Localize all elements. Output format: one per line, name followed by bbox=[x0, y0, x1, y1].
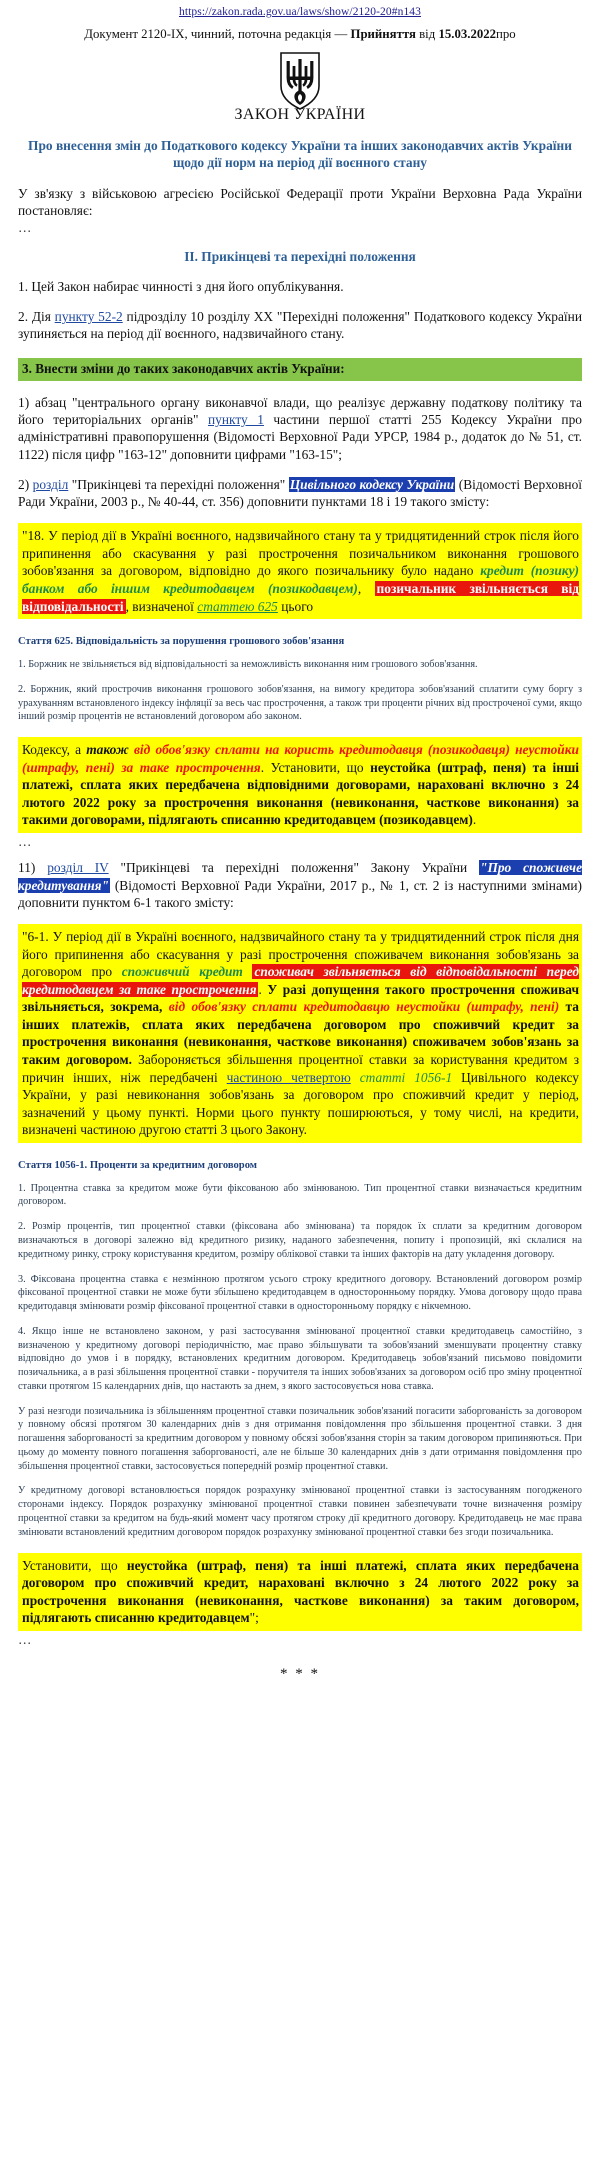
document-status-suffix: про bbox=[496, 27, 516, 41]
block-final-text-1: Установити, що bbox=[22, 1557, 127, 1573]
amendment-2-mid: "Прикінцеві та перехідні положення" bbox=[68, 476, 289, 492]
source-url-link[interactable]: https://zakon.rada.gov.ua/laws/show/2120-20#n143 bbox=[178, 6, 421, 18]
block-18c-red-italic: від обов'язку сплати на користь кредитодавця (позикодавця) неустойки (штрафу, пені) за таке прострочення bbox=[22, 742, 579, 775]
selected-text-civil-code[interactable]: Цивільного кодексу України bbox=[289, 476, 455, 492]
intro-paragraph: У зв'язку з військовою агресією Російської Федерації проти України Верховна Рада України постановляє: bbox=[18, 185, 582, 219]
block-61-text-3: . bbox=[258, 981, 268, 997]
selected-text-consumer-credit-law[interactable]: "Про споживче кредитування" bbox=[18, 860, 583, 893]
law-kind-heading: ЗАКОН УКРАЇНИ bbox=[234, 106, 366, 123]
block-18c-ellipsis: … bbox=[18, 833, 33, 849]
intro-ellipsis: … bbox=[18, 220, 33, 236]
amendment-1-part-a: 1) абзац "центрального органу виконавчої влади, що реалізує державну податкову політику та його територіальних органів" bbox=[18, 394, 582, 427]
document-status-date: 15.03.2022 bbox=[438, 27, 497, 41]
amendment-item-2 bbox=[18, 476, 582, 511]
article-1056-1-paragraph-4: 4. Якщо інше не встановлено законом, у разі застосування змінюваної процентної ставки кредитодавець самостійно, з визначеною у кредитному договорі періодичністю, має право збільшувати та зобов'язаний зменшувати процентну ставку відповідно до умов і в порядку, встановлених кредитним договором. Кредитодавець зобов'язаний письмово повідомити позичальника, а в разі збільшення процентної ставки - поручителя та інших зобов'язаних за договором осіб про зміну процентної ставки протягом 15 календарних днів, що настають за днем, з якого застосовується нова ставка. bbox=[18, 1325, 582, 1392]
link-stattya-625[interactable]: статтею 625 bbox=[197, 598, 278, 614]
section-2-item-2 bbox=[18, 308, 582, 343]
block-final-ellipsis: … bbox=[18, 1631, 33, 1647]
article-625-paragraph-1: 1. Боржник не звільняється від відповідальності за неможливість виконання ним грошового зобов'язання. bbox=[18, 659, 478, 671]
document-body bbox=[0, 185, 600, 1707]
block-61-text-1: "6-1. У період дії в Україні воєнного, надзвичайного стану та у тридцятиденний строк після дня його припинення або скасування у разі прострочення споживачем виконання зобов'язань за договором про bbox=[22, 929, 579, 980]
block-61-text-5 bbox=[351, 1070, 360, 1085]
block-final-text-2: "; bbox=[249, 1610, 259, 1626]
article-1056-1-paragraph-1: 1. Процентна ставка за кредитом може бути фіксованою або змінюваною. Тип процентної ставки визначається кредитним договором. bbox=[18, 1182, 582, 1208]
block-61-red-italic: від обов'язку сплати кредитодавцю неустойки (штрафу, пені) bbox=[168, 999, 560, 1015]
amendment-2-post: (Відомості Верховної Ради України, 2003 р., № 40-44, ст. 356) доповнити пунктами 18 і 19 такого змісту: bbox=[18, 476, 582, 510]
quoted-block-18-continued bbox=[18, 737, 582, 833]
block-61-bold-1: У разі допущення такого прострочення споживач звільняється, зокрема, bbox=[22, 981, 580, 1015]
amendment-item-11 bbox=[18, 859, 582, 911]
quoted-block-6-1 bbox=[18, 924, 582, 1143]
document-status-event: Прийняття bbox=[350, 27, 416, 41]
article-1056-1-heading: Стаття 1056-1. Проценти за кредитним договором bbox=[18, 1159, 257, 1171]
block-18-text-2: , bbox=[357, 580, 375, 596]
emblem-container bbox=[0, 42, 600, 104]
article-625-heading: Стаття 625. Відповідальність за порушення грошового зобов'язання bbox=[18, 636, 345, 648]
block-18-text-1: "18. У період дії в Україні воєнного, надзвичайного стану та у тридцятиденний строк після його припинення або скасування у разі прострочення позичальником виконання грошового зобов'язання за договором, відповідно до якого позичальнику було надано bbox=[22, 528, 579, 579]
block-61-emphasis-consumer-credit: споживчий кредит bbox=[121, 964, 243, 980]
block-18c-text-2: . Установити, що bbox=[260, 759, 371, 775]
block-18c-bold-rest: неустойка (штраф, пеня) та інші платежі, сплата яких передбачена відповідними договорами, нараховані включно з 24 лютого 2022 року за прострочення виконання (невиконання, часткове виконання) за такими договорами, підлягають списанню кредитодавцем (позикодавцем) bbox=[22, 759, 579, 828]
amendment-11-prefix: 11) bbox=[18, 860, 48, 876]
block-18c-takozh: також bbox=[86, 742, 129, 758]
block-18-text-4: цього bbox=[277, 598, 314, 614]
amendment-2-prefix: 2) bbox=[18, 476, 33, 492]
article-1056-1-paragraph-3: 3. Фіксована процентна ставка є незмінною протягом усього строку кредитного договору. Встановлений договором розмір фіксованої процентної ставки не може бути збільшено кредитодавцем в односторонньому порядку. Умова договору щодо права кредитодавця змінювати розмір фіксованої процентної ставки в односторонньому порядку є нікчемною. bbox=[18, 1273, 582, 1313]
block-61-text-4: Забороняється збільшення процентної ставки за користування кредитом з причин інших, ніж передбачені bbox=[22, 1051, 579, 1085]
section-2-heading: II. Прикінцеві та перехідні положення bbox=[184, 248, 416, 264]
section-2-item-3-highlight: 3. Внести зміни до таких законодавчих актів України: bbox=[18, 358, 582, 381]
amendment-11-mid: "Прикінцеві та перехідні положення" Закону України bbox=[108, 860, 480, 876]
block-18-red-highlight-borrower: позичальник звільняється від відповідальності bbox=[22, 580, 579, 614]
block-18c-text-1: Кодексу, а bbox=[22, 742, 87, 758]
link-rozdil[interactable]: розділ bbox=[32, 476, 69, 492]
section-divider-stars: * * * bbox=[280, 1666, 320, 1683]
item-2-suffix: підрозділу 10 розділу XX "Перехідні положення" Податкового кодексу України зупиняється на період дії воєнного, надзвичайного стану. bbox=[18, 309, 582, 342]
amendment-1-part-b: частини першої статті 255 Кодексу України про адміністративні правопорушення (Відомості Верховної Ради УРСР, 1984 р., додаток до № 51, ст. 1122) після цифр "163-12" доповнити цифрами "163-15"; bbox=[18, 411, 582, 462]
block-61-red-highlight-consumer: споживач звільняється від відповідальності перед кредитодавцем за таке прострочення bbox=[22, 964, 579, 997]
document-status-mid: від bbox=[415, 27, 439, 41]
quoted-block-final bbox=[18, 1553, 582, 1631]
link-rozdil-iv[interactable]: розділ IV bbox=[47, 860, 109, 876]
document-status-line bbox=[0, 18, 600, 42]
amendment-11-post: (Відомості Верховної Ради України, 2017 р., № 1, ст. 2 із наступними змінами) доповнити пунктом 6-1 такого змісту: bbox=[18, 877, 582, 910]
reference-stattya-1056-1[interactable]: статті 1056-1 bbox=[359, 1069, 453, 1085]
article-1056-1-paragraph-6: У кредитному договорі встановлюється порядок розрахунку змінюваної процентної ставки із застосуванням погодженого сторонами індексу. Порядок розрахунку змінюваної процентної ставки повинен забезпечувати точне визначення розміру процентної ставки за кредитом на будь-який момент часу протягом строку дії кредитного договору. Кредитодавець не має права змінювати встановлений кредитним договором порядок розрахунку змінюваної процентної ставки без згоди позичальника. bbox=[18, 1485, 582, 1538]
link-chastynoyu-chetvertoyu[interactable]: частиною четвертою bbox=[226, 1069, 351, 1085]
article-625-paragraph-2: 2. Боржник, який прострочив виконання грошового зобов'язання, на вимогу кредитора зобов'язаний сплатити суму боргу з урахуванням встановленого індексу інфляції за весь час прострочення, а також три проценти річних від простроченої суми, якщо інший розмір процентів не встановлений договором або законом. bbox=[18, 683, 582, 723]
block-final-bold: неустойка (штраф, пеня) та інші платежі, сплата яких передбачена договором про споживчий кредит, нараховані включно з 24 лютого 2022 року за прострочення виконання (невиконання, часткове виконання) за таким договором, підлягають списанню кредитодавцем bbox=[22, 1557, 579, 1626]
quoted-block-18 bbox=[18, 523, 582, 619]
item-2-prefix: 2. Дія bbox=[18, 309, 55, 325]
amendment-item-1 bbox=[18, 394, 582, 463]
article-1056-1-paragraph-5: У разі незгоди позичальника із збільшенням процентної ставки позичальник зобов'язаний погасити заборгованість за договором у повному обсязі протягом 30 календарних днів з дня отримання повідомлення про збільшення процентної ставки. З дня погашення заборгованості за кредитним договором у повному обсязі зобов'язання сторін за таким договором припиняються. При цьому до моменту повного погашення заборгованості, але не більше 30 календарних днів з дати отримання повідомлення про збільшення процентної ставки, застосовується попередній розмір процентної ставки. bbox=[18, 1405, 582, 1472]
bottom-spacer bbox=[18, 1683, 582, 1707]
block-61-text-6: Цивільного кодексу України, у разі невиконання зобов'язань за договором про споживчий кредит у період, зазначений у цьому пункті. Норми цього пункту поширюються, у тому числі, на кредити, визначені частиною другою статті 3 цього Закону. bbox=[22, 1069, 579, 1138]
link-punkt-52-2[interactable]: пункту 52-2 bbox=[54, 309, 123, 325]
block-18-text-3: , визначеної bbox=[125, 598, 198, 614]
block-18c-text-3: . bbox=[472, 812, 477, 828]
link-punkt-1[interactable]: пункту 1 bbox=[208, 411, 264, 427]
block-61-bold-2: та інших платежів, сплата яких передбачена договором про споживчий кредит за прострочення виконання (невиконання, часткове виконання) споживачем зобов'язань за таким договором. bbox=[22, 999, 579, 1067]
section-2-item-1: 1. Цей Закон набирає чинності з дня його опублікування. bbox=[18, 278, 344, 294]
article-1056-1-paragraph-2: 2. Розмір процентів, тип процентної ставки (фіксована або змінювана) та порядок їх сплати за кредитним договором визначаються в договорі залежно від кредитного ризику, наданого забезпечення, попиту і пропозицій, які склалися на кредитному ринку, строку користування кредитом, розміру облікової ставки та інших факторів на дату укладення договору. bbox=[18, 1221, 582, 1260]
document-status-prefix: Документ 2120-IX, чинний, поточна редакція — bbox=[84, 27, 351, 41]
block-18-emphasis-credit: кредит (позику) банком або іншим кредитодавцем (позикодавцем) bbox=[22, 563, 579, 596]
page-title: Про внесення змін до Податкового кодексу України та інших законодавчих актів України щодо дії норм на період дії воєнного стану bbox=[28, 138, 572, 171]
